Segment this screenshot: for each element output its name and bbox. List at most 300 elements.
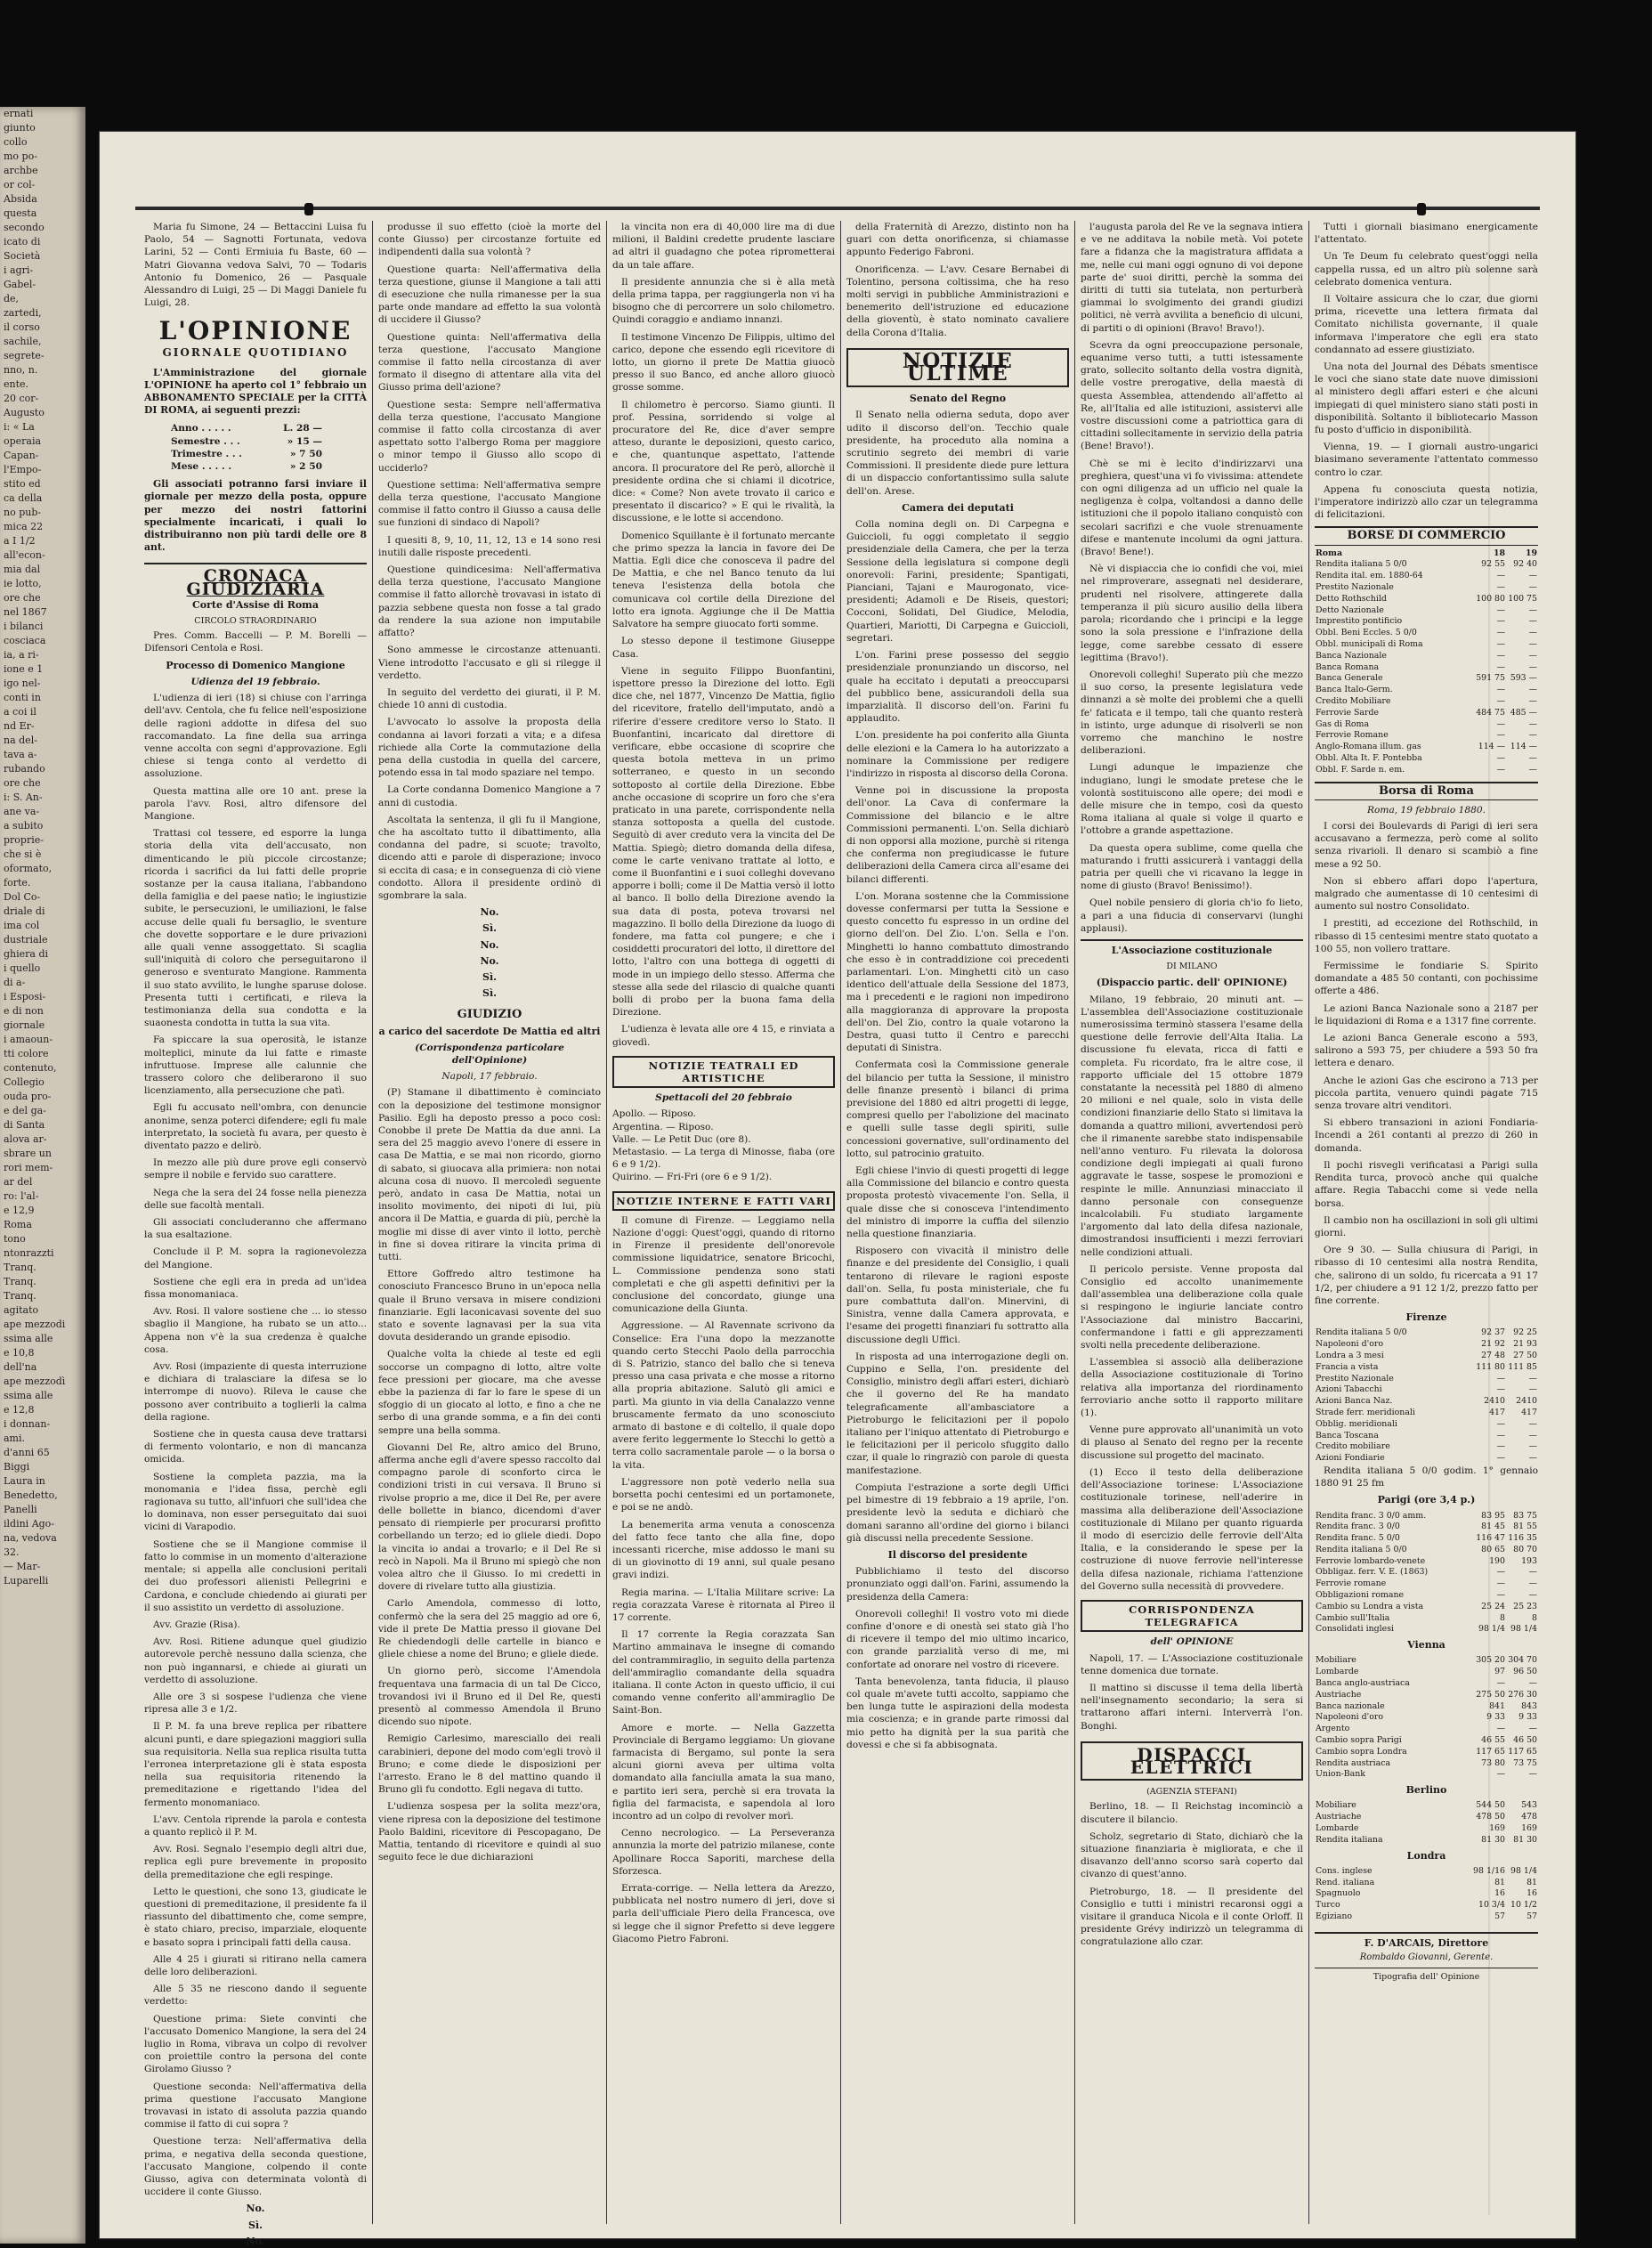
article-paragraph: Il 17 corrente la Regia corazzata San Martino ammainava le insegne di comando del contrammiraglio, in seguito della partenza dell'ammiraglio comandante della squadra italiana. Il conte Acton in questo ufficio, il cui comando venne conferito all'ammiraglio De Saint-Bon. bbox=[612, 1629, 835, 1716]
article-paragraph: Una nota del Journal des Débats smentisce le voci che siano state date nuove dimissioni al ministero degli affari esteri e che alcuni impiegati di quel ministero siano stati posti in disponibilità. Soltanto il bibliotecario Masson fu posto d'ufficio in disponibilità. bbox=[1315, 361, 1538, 436]
prev-page-line: i amaoun- bbox=[4, 1034, 53, 1045]
quote-value: 98 1/4 bbox=[1478, 1624, 1505, 1635]
prev-page-line: na del- bbox=[4, 734, 37, 746]
prev-page-line: i: S. An- bbox=[4, 791, 43, 803]
quote-value: 25 24 bbox=[1481, 1601, 1505, 1611]
security-name: Mobiliare bbox=[1316, 1800, 1356, 1811]
security-name: Francia a vista bbox=[1316, 1361, 1379, 1372]
quote-value: 169 bbox=[1521, 1823, 1537, 1834]
security-name: Austriache bbox=[1316, 1689, 1362, 1700]
prev-page-line: secondo bbox=[4, 222, 45, 233]
jury-answer: No. bbox=[480, 938, 499, 951]
security-name: Azioni Tabacchi bbox=[1316, 1384, 1382, 1395]
table-row bbox=[1315, 696, 1538, 708]
speech-heading: Il discorso del presidente bbox=[887, 1548, 1028, 1561]
quote-value: — bbox=[1528, 753, 1537, 764]
stefani-label: (AGENZIA STEFANI) bbox=[1146, 1787, 1237, 1798]
quote-value: — bbox=[1496, 753, 1505, 764]
masthead bbox=[144, 316, 367, 359]
article-paragraph: I corsi dei Boulevards di Parigi di ieri sera accusavano a fermezza, però come al solito senza rivarioli. Il denaro si scambiò a fine mese a 92 50. bbox=[1315, 821, 1538, 870]
article-paragraph: la vincita non era di 40,000 lire ma di due milioni, il Baldini credette prudente lasciare ad altri il guadagno che potea riprometterai da un tale affare. bbox=[612, 222, 835, 271]
article-paragraph: Ascoltata la sentenza, il gli fu il Mangione, che ha ascoltato tutto il dibattimento, alla condanna del padre, si scuote; travolto, dicendo atti e parole di disperazione; invoco si eccita di casa; e in conseguenza di ciò viene condotto. Allora il presidente ordinò di sgombrare la sala. bbox=[378, 814, 601, 901]
quote-value: 100 80 bbox=[1476, 593, 1505, 604]
table-row bbox=[1315, 1351, 1538, 1362]
prev-page-line: tono bbox=[4, 1233, 26, 1245]
quote-value: 305 20 bbox=[1476, 1655, 1505, 1666]
prev-page-line: i quello bbox=[4, 962, 41, 974]
speech-report bbox=[846, 1565, 1069, 1751]
security-name: Rendita italiana 5 0/0 bbox=[1316, 559, 1407, 570]
quote-value: 92 40 bbox=[1513, 559, 1537, 570]
rome-exchange-report bbox=[1315, 820, 1538, 1307]
table-row bbox=[1315, 673, 1538, 685]
column-4-top bbox=[846, 221, 1069, 339]
article-paragraph: Scholz, segretario di Stato, dichiarò che la situazione finanziaria è migliorata, e che il disavanzo dell'anno scorso sarà coperto dal civanzo di quest'anno. bbox=[1081, 1830, 1303, 1880]
column-container bbox=[139, 221, 1545, 2247]
quote-value: 21 92 bbox=[1481, 1339, 1505, 1350]
article-paragraph: Risposero con vivacità il ministro delle finanze e del presidente del Consiglio, i quali tentarono di rilevare le ragioni esposte dall'on. Sella, fu posta ministeriale, che fu pure combattuta dall'on. Minervini, di Sinistra, venne dalla Camera approvata, e l'esame dei progetti finanziari fu sottratto alla discussione degli Uffici. bbox=[846, 1246, 1069, 1345]
article-paragraph: L'on. Farini prese possesso del seggio presidenziale pronunziando un discorso, nel quale ha eccitato i deputati a preoccuparsi del pubblico bene, assicurandoli della sua imparzialità. Il discorso dell'on. Farini fu applaudito. bbox=[846, 650, 1069, 725]
table-row bbox=[1315, 742, 1538, 753]
prev-page-line: l'Empo- bbox=[4, 464, 42, 475]
prev-page-line: forte. bbox=[4, 877, 31, 889]
article-paragraph: Lo stesso depone il testimone Giuseppe Casa. bbox=[612, 636, 835, 660]
rendita-note: Rendita italiana 5 0/0 godim. 1° gennaio 1880 91 25 fm bbox=[1315, 1465, 1538, 1489]
prev-page-line: giunto bbox=[4, 122, 36, 134]
trial-heading: Processo di Domenico Mangione bbox=[166, 659, 345, 671]
article-paragraph: Napoli, 17. — L'Associazione costituzionale tenne domenica due tornate. bbox=[1081, 1652, 1303, 1676]
circolo-label: CIRCOLO STRAORDINARIO bbox=[194, 616, 317, 627]
security-name: Spagnuolo bbox=[1316, 1888, 1361, 1899]
quote-value: — bbox=[1528, 1590, 1537, 1601]
article-paragraph: Trattasi col tessere, ed esporre la lunga storia della vita dell'accusato, non dimenticando le più piccole circostanze; ricorda i sacrifici da lui fatti delle proprie sostanze per la causa italiana, l'abbandono della famiglia e del paese natìo; le ingiustizie subite, le persecuzioni, le umiliazioni, le false accuse delle quali fu bersaglio, le sventure che dovette sopportare e le dure privazioni alle quali venne assoggettato. Si scaglia sull'iniquità di coloro che perseguitarono il generoso e sventurato Mangione. Rammenta il suo stato avvilito, le lunghe sparuse dolose. Presenta tutti i certificati, e rileva la testimonianza della sua condotta e la suaonesta condotta in tutta la sua vita. bbox=[144, 828, 367, 1029]
prev-page-line: de, bbox=[4, 293, 20, 304]
quote-value: 116 35 bbox=[1508, 1533, 1537, 1544]
article-paragraph: In risposta ad una interrogazione degli on. Cuppino e Sella, l'on. presidente del Consiglio, ministro degli affari esteri, dichiarò che il governo del Re ha mandato telegraficamente all'ambasciatore a Pietroburgo le felicitazioni per il popolo italiano per l'iniquo attentato di Pietroburgo e le felicitazioni per il pericolo sfuggito dallo czar, il quale lo ringraziò con parole di questa manifestazione. bbox=[846, 1351, 1069, 1476]
quote-value: 81 30 bbox=[1481, 1834, 1505, 1845]
theatre-list bbox=[612, 1108, 835, 1183]
table-row bbox=[1315, 662, 1538, 674]
quote-value: — bbox=[1528, 764, 1537, 775]
quote-value: 114 — bbox=[1510, 742, 1537, 752]
quote-value: 97 bbox=[1494, 1667, 1505, 1677]
rome-exchange-heading: Borsa di Roma bbox=[1315, 782, 1538, 800]
security-name: Union-Bank bbox=[1316, 1769, 1365, 1780]
prev-page-line: Tranq. bbox=[4, 1262, 36, 1273]
quote-value: — bbox=[1496, 764, 1505, 775]
masthead-title: L'OPINIONE bbox=[158, 316, 352, 346]
prev-page-line: ernati bbox=[4, 108, 34, 119]
article-paragraph: Sostiene che se il Mangione commise il fatto lo commise in un momento d'alterazione mentale; si appella alle conclusioni peritali dei duo professori alienisti Pellegrini e Cardona, e conclude chiedendo ai giurati per il suo assistito un verdetto di assoluzione. bbox=[144, 1538, 367, 1613]
delivery-notice: Gli associati potranno farsi inviare il giornale per mezzo della posta, oppure per mezzo dei nostri fattorini specialmente incaricati, i quali lo distribuiranno non più tardi delle ore 8 ant. bbox=[144, 478, 367, 554]
giudizio-report bbox=[378, 1086, 601, 1863]
quote-value: 80 70 bbox=[1513, 1544, 1537, 1554]
prev-page-line: Absida bbox=[4, 193, 37, 205]
article-paragraph: Appena fu conosciuta questa notizia, l'imperatore indirizzò allo czar un telegramma di felicitazioni. bbox=[1315, 483, 1538, 521]
table-row bbox=[1315, 1590, 1538, 1602]
theatre-entry: Valle. — Le Petit Duc (ore 8). bbox=[612, 1133, 751, 1145]
chamber-report bbox=[846, 518, 1069, 1545]
quote-value: 276 30 bbox=[1508, 1689, 1537, 1700]
article-paragraph: Questione quarta: Nell'affermativa della terza questione, giunse il Mangione a tali atti di esecuzione che nulla rimanesse per la sua parte onde mandare ad effetto la sua volontà di uccidere il Giusso? bbox=[378, 264, 601, 326]
quote-value: — bbox=[1496, 639, 1505, 650]
price-label: Mese . . . . . bbox=[171, 461, 232, 473]
prev-page-line: ore che bbox=[4, 592, 41, 604]
quote-value: — bbox=[1528, 1769, 1537, 1780]
quote-value: 117 65 bbox=[1476, 1746, 1505, 1757]
theatre-entry: Apollo. — Riposo. bbox=[612, 1108, 696, 1120]
security-name: Mobiliare bbox=[1316, 1655, 1356, 1666]
prev-page-line: ghiera di bbox=[4, 948, 49, 960]
article-paragraph: L'on. presidente ha poi conferito alla Giunta delle elezioni e la Camera lo ha autorizzato a nominare la Commissione per redigere l'indirizzo in risposta al discorso della Corona. bbox=[846, 730, 1069, 779]
article-paragraph: Confermata così la Commissione generale del bilancio per tutta la Sessione, il ministro delle finanze presentò i bilanci di prima previsione del 1880 ed altri progetti di legge, compresi quello per l'abolizione del macinato e quelli sulle tasse degli spiriti, sulle concessioni governative, sull'ordinamento del lotto, sul patrocinio gratuito. bbox=[846, 1059, 1069, 1159]
quote-value: — bbox=[1528, 1567, 1537, 1578]
article-paragraph: Quel nobile pensiero di gloria ch'io fo lieto, a pari a una fiducia di conservarvi (lunghi applausi). bbox=[1081, 897, 1303, 934]
prev-page-line: ane va- bbox=[4, 806, 40, 817]
security-name: Obbl. F. Sarde n. em. bbox=[1316, 764, 1405, 775]
quote-value: 83 75 bbox=[1513, 1510, 1537, 1521]
prev-page-line: ar del bbox=[4, 1176, 33, 1188]
quote-value: — bbox=[1528, 616, 1537, 627]
quote-value: — bbox=[1496, 605, 1505, 615]
quote-value: — bbox=[1528, 685, 1537, 695]
article-paragraph: Sostiene che in questa causa deve trattarsi di fermento volontario, e non di mancanza omicida. bbox=[144, 1429, 367, 1465]
lottery-trial-report bbox=[612, 221, 835, 1049]
day-header: 18 bbox=[1493, 548, 1505, 558]
quote-value: 8 bbox=[1532, 1612, 1537, 1623]
prev-page-line: ie lotto, bbox=[4, 578, 42, 589]
prev-page-line: i bilanci bbox=[4, 621, 44, 632]
table-row bbox=[1315, 765, 1538, 776]
security-name: Banca Italo-Germ. bbox=[1316, 685, 1393, 695]
article-paragraph: L'assemblea si associò alla deliberazione della Associazione costituzionale di Torino relativa alla importanza del riordinamento ferroviario anche sotto il rapporto militare (1). bbox=[1081, 1357, 1303, 1419]
prev-page-line: i Esposi- bbox=[4, 991, 46, 1002]
quote-value: 543 bbox=[1521, 1800, 1537, 1811]
jury-answer: No. bbox=[246, 2235, 265, 2247]
prev-page-line: nno, n. bbox=[4, 364, 38, 376]
table-row bbox=[1315, 651, 1538, 662]
quote-value: — bbox=[1528, 1441, 1537, 1452]
article-paragraph: Pietroburgo, 18. — Il presidente del Consiglio e tutti i ministri recaronsi oggi a visitare il granduca Nicola e il conte Orloff. Il presidente Grévy indirizzò un telegramma di congratulazione allo czar. bbox=[1081, 1886, 1303, 1948]
theatre-entry: Argentina. — Riposo. bbox=[612, 1121, 714, 1132]
internal-news-heading: NOTIZIE INTERNE E FATTI VARI bbox=[612, 1191, 835, 1211]
quote-value: 417 bbox=[1489, 1407, 1505, 1417]
prev-page-line: Capan- bbox=[4, 450, 39, 461]
quote-value: 841 bbox=[1489, 1700, 1505, 1711]
quote-value: — bbox=[1528, 1384, 1537, 1395]
prev-page-line: ca della bbox=[4, 492, 43, 504]
article-paragraph: Questione prima: Siete convinti che l'accusato Domenico Mangione, la sera del 24 luglio in Roma, vibrava un colpo di revolver con proiettile contro la persona del conte Girolamo Giusso ? bbox=[144, 2013, 367, 2075]
table-row bbox=[1315, 1769, 1538, 1781]
printer-credit: Tipografia dell' Opinione bbox=[1315, 1968, 1538, 1984]
internal-news bbox=[612, 1214, 835, 1945]
security-name: Azioni Fondiarie bbox=[1316, 1453, 1385, 1464]
price-label: Semestre . . . bbox=[171, 435, 240, 447]
prev-page-line: e del ga- bbox=[4, 1105, 46, 1116]
prev-page-line: Roma bbox=[4, 1219, 32, 1230]
article-paragraph: Ettore Goffredo altro testimone ha conosciuto Francesco Bruno in un'epoca nella quale il Bruno versava in misere condizioni finanziarie. Egli laconicavasi sovente del suo stato e sovente lagnavasi per la sua vita dovuta desiderando un grande episodio. bbox=[378, 1269, 601, 1343]
quote-value: — bbox=[1496, 1724, 1505, 1734]
table-row bbox=[1315, 1835, 1538, 1846]
quote-value: 98 1/4 bbox=[1510, 1865, 1537, 1876]
table-row bbox=[1315, 1339, 1538, 1351]
article-paragraph: Avv. Rosi (impaziente di questa interruzione e dichiara di tralasciare la difesa se lo interrompe di nuovo). Rileva le cause che possono aver contribuito a toglierli la calma della ragione. bbox=[144, 1361, 367, 1423]
quote-value: 304 70 bbox=[1508, 1655, 1537, 1666]
article-paragraph: Fermissime le fondiarie S. Spirito domandate a 485 50 contanti, con pochissime offerte a 486. bbox=[1315, 961, 1538, 997]
table-row bbox=[1315, 1812, 1538, 1823]
article-paragraph: I prestiti, ad eccezione del Rothschild, in ribasso di 15 centesimi mentre stato quotato a 100 55, non vollero trattare. bbox=[1315, 918, 1538, 954]
quote-value: 484 75 bbox=[1476, 707, 1505, 718]
quote-value: — bbox=[1528, 1724, 1537, 1734]
quote-value: 111 85 bbox=[1508, 1361, 1537, 1372]
prev-page-line: ssima alle bbox=[4, 1390, 53, 1401]
security-name: Imprestito pontificio bbox=[1316, 616, 1403, 627]
jury-answer: No. bbox=[246, 2203, 265, 2215]
table-row bbox=[1315, 1556, 1538, 1568]
prev-page-line: segrete- bbox=[4, 350, 45, 361]
security-name: Rendita franc. 3 0/0 bbox=[1316, 1522, 1400, 1532]
article-paragraph: Giovanni Del Re, altro amico del Bruno, afferma anche egli d'avere spesso raccolto dal compagno parole di sconforto circa le condizioni tristi in cui versava. Il Bruno si rivolse proprio a me, dice il Del Re, per avere delle bollette in bianco, dicendomi d'aver pensato di riempierle per procurarsi profitto corbellando un terzo; ed io gliele diedi. Dopo la vincita io andai a trovarlo; e il Del Re si recò in Napoli. Ma il Bruno mi spiegò che non volea altro che il Giusso. Io mi credetti in dovere di rivelare tutto alla giustizia. bbox=[378, 1441, 601, 1593]
article-paragraph: Il chilometro è percorso. Siamo giunti. Il prof. Pessina, sorridendo si volge al procuratore del Re, dice d'aver sempre atteso, durante le deposizioni, questo carico, e che, quantunque aspettato, l'attende ancora. Il procuratore del Re però, allorchè il presidente ordina che si chiami il dicotrice, dice: « Come? Non avete trovato il carico e presentato il discarico? » E qui le rivalità, la discussione, e le lotte si accendono. bbox=[612, 399, 835, 524]
table-row bbox=[1315, 1712, 1538, 1724]
article-paragraph: Il pochi risvegli verificatasi a Parigi sulla Rendita turca, provocò anche qui qualche affare. Regia Tabacchi come si vede nella borsa. bbox=[1315, 1159, 1538, 1209]
table-row bbox=[1315, 1419, 1538, 1431]
article-paragraph: Questione quindicesima: Nell'affermativa della terza questione, l'accusato Mangione commise il fatto allorchè trovavasi in istato di pazzia sebbene questa non fosse a tal grado da rendere la sua azione non imputabile affatto? bbox=[378, 564, 601, 639]
article-paragraph: L'avv. Centola riprende la parola e contesta a quanto replicò il P. M. bbox=[144, 1814, 367, 1838]
article-paragraph: L'aggressore non potè vederlo nella sua borsetta pochi centesimi ed un portamonete, e poi se ne andò. bbox=[612, 1476, 835, 1514]
quote-value: — bbox=[1496, 1678, 1505, 1689]
article-paragraph: La benemerita arma venuta a conoscenza del fatto fece tanto che alla fine, dopo incessanti ricerche, mise addosso le mani su di un giovinotto di 19 anni, sul quale pesano gravi indizi. bbox=[612, 1519, 835, 1581]
theatre-entry: Metastasio. — La terga di Minosse, fiaba (ore 6 e 9 1/2). bbox=[612, 1147, 835, 1171]
quote-value: — bbox=[1528, 718, 1537, 729]
prev-page-line: all'econ- bbox=[4, 549, 45, 561]
quote-value: 544 50 bbox=[1476, 1800, 1505, 1811]
article-paragraph: Si ebbero transazioni in azioni Fondiaria-Incendi a 261 contanti al prezzo di 260 in domanda. bbox=[1315, 1117, 1538, 1154]
prev-page-line: mo po- bbox=[4, 150, 37, 162]
table-row bbox=[1315, 559, 1538, 571]
theatre-entry: Quirino. — Fri-Fri (ore 6 e 9 1/2). bbox=[612, 1172, 773, 1183]
security-name: Anglo-Romana illum. gas bbox=[1316, 742, 1421, 752]
quote-value: 73 80 bbox=[1481, 1757, 1505, 1768]
quote-value: 81 45 bbox=[1481, 1522, 1505, 1532]
column-6 bbox=[1309, 221, 1543, 2224]
prev-page-line: ami. bbox=[4, 1432, 26, 1444]
article-paragraph: Il testimone Vincenzo De Filippis, ultimo del carico, depone che essendo egli ricevitore di lotto, un giorno il prete De Mattia giuocò presso il suo Banco, ed anche alloro giuocò grosse somme. bbox=[612, 331, 835, 394]
table-row bbox=[1315, 1567, 1538, 1578]
article-paragraph: Il presidente annunzia che si è alla metà della prima tappa, per raggiungerla non vi ha bisogno che di percorrere un solo chilometro. Quindi coraggio e andiamo innanzi. bbox=[612, 276, 835, 326]
article-paragraph: Questione terza: Nell'affermativa della prima, e negativa della seconda questione, l'accusato Mangione, colpendo il conte Giusso, agiva con determinata volontà di uccidere il conte Giusso. bbox=[144, 2136, 367, 2198]
table-row bbox=[1315, 1374, 1538, 1385]
article-paragraph: Il comune di Firenze. — Leggiamo nella Nazione d'oggi: Quest'oggi, quando di ritorno in Firenze il presidente dell'onorevole commissione liquidatrice, senatore Bricochi, L. Commissione pendenza sono stati completati e che gli aspetti definitivi per la conclusione del concordato, giunge una comunicazione della Giunta. bbox=[612, 1214, 835, 1315]
security-name: Obbligaz. ferr. V. E. (1863) bbox=[1316, 1567, 1429, 1578]
column-2 bbox=[373, 221, 607, 2224]
table-row bbox=[1315, 1624, 1538, 1635]
prev-page-line: sachile, bbox=[4, 336, 42, 347]
table-row bbox=[1315, 1408, 1538, 1419]
market-city-label: Roma bbox=[1316, 548, 1343, 558]
article-paragraph: Fa spiccare la sua operosità, le istanze molteplici, minute da lui fatte e rimaste infruttuose. Imprese alle calunnie che trassero coloro che deliberarono il suo licenziamento, alla persecuzione che patì. bbox=[144, 1035, 367, 1097]
article-paragraph: produsse il suo effetto (cioè la morte del conte Giusso) per circostanze fortuite ed indipendenti dalla sua volontà ? bbox=[378, 222, 601, 258]
prev-page-line: mia dal bbox=[4, 564, 41, 575]
quote-value: 10 1/2 bbox=[1510, 1900, 1537, 1911]
masthead-subtitle: GIORNALE QUOTIDIANO bbox=[162, 346, 349, 360]
security-name: Obbligazioni romane bbox=[1316, 1590, 1405, 1601]
article-paragraph: Il mattino si discusse il tema della libertà nell'insegnamento secondario; la sera si trattarono affari interni. Interverrà l'on. Bonghi. bbox=[1081, 1682, 1303, 1732]
quote-value: — bbox=[1496, 1453, 1505, 1464]
article-paragraph: Le azioni Banca Nazionale sono a 2187 per le liquidazioni di Roma e a 1317 fine corrente. bbox=[1315, 1002, 1538, 1027]
quote-value: — bbox=[1528, 1418, 1537, 1429]
prev-page-line: i agri- bbox=[4, 264, 34, 276]
quote-value: 81 30 bbox=[1513, 1834, 1537, 1845]
commerce-exchange-heading: BORSE DI COMMERCIO bbox=[1315, 526, 1538, 545]
quote-value: — bbox=[1496, 650, 1505, 661]
prev-page-line: Collegio bbox=[4, 1076, 45, 1088]
prev-page-line: zartedi, bbox=[4, 307, 42, 319]
article-paragraph: Il Senato nella odierna seduta, dopo aver udito il discorso dell'on. Tecchio quale presidente, ha proceduto alla nomina a scrutinio segreto dei membri di varie Commissioni. Il presidente diede pure lettura di un dispaccio confortantissimo sulla salute dell'on. Arese. bbox=[846, 410, 1069, 497]
article-paragraph: L'udienza sospesa per la solita mezz'ora, viene ripresa con la deposizione del testimone Paolo Baldini, ricevitore di Pescopagano, De Mattia, tentando di ricevitore e quindi al suo seguito fece le due dichiarazioni bbox=[378, 1801, 601, 1863]
prev-page-line: archbe bbox=[4, 165, 38, 176]
table-row bbox=[1315, 628, 1538, 639]
table-row bbox=[1315, 1655, 1538, 1667]
table-header-row bbox=[1315, 548, 1538, 560]
security-name: Azioni Banca Naz. bbox=[1316, 1396, 1393, 1407]
prev-page-line: 32. bbox=[4, 1546, 20, 1558]
quote-value: — bbox=[1528, 639, 1537, 650]
previous-page-edge bbox=[0, 107, 85, 2244]
top-rule bbox=[135, 207, 1540, 210]
security-name: Cambio su Londra a vista bbox=[1316, 1601, 1424, 1611]
quote-value: 193 bbox=[1521, 1555, 1537, 1566]
speech-continued bbox=[1081, 221, 1303, 935]
quote-value: — bbox=[1496, 685, 1505, 695]
quote-value: — bbox=[1496, 1373, 1505, 1384]
security-name: Prestito Nazionale bbox=[1316, 1373, 1394, 1384]
quote-value: 111 80 bbox=[1476, 1361, 1505, 1372]
article-paragraph: Lungi adunque le impazienze che indugiano, lungi le smodate pretese che le volontà sostituiscono alle opere; dei modi e delle misure che in tempo, così da questo Roma italiana al quale si volge il quarto e l'ottobre a grande aspettazione. bbox=[1081, 762, 1303, 837]
quote-value: — bbox=[1496, 1384, 1505, 1395]
jury-questions bbox=[378, 221, 601, 1000]
quote-value: 25 23 bbox=[1513, 1601, 1537, 1611]
security-name: Cambio sull'Italia bbox=[1316, 1612, 1390, 1623]
security-name: Banca anglo-austriaca bbox=[1316, 1678, 1410, 1689]
article-paragraph: Questa mattina alle ore 10 ant. prese la parola l'avv. Rosi, altro difensore del Mangione. bbox=[144, 785, 367, 822]
prev-page-line: — Mar- bbox=[4, 1561, 41, 1572]
article-paragraph: Da questa opera sublime, come quella che maturando i frutti assicurerà i vantaggi della patria per quelli che vi ricavano la legge in nome di giusto (Bravo! Benissimo!). bbox=[1081, 842, 1303, 892]
article-paragraph: Onorevoli colleghi! Superato più che mezzo il suo corso, la presente legislatura vede dinnanzi a sè molte dei problemi che a quelli fe' faticata e il tempo, tali che quanto resterà in istinto, urge adunque di risolverli se non vorremo che manchino le nostre deliberazioni. bbox=[1081, 669, 1303, 757]
prev-page-line: a I 1/2 bbox=[4, 535, 36, 547]
parigi-heading: Parigi (ore 3,4 p.) bbox=[1377, 1494, 1476, 1506]
table-row bbox=[1315, 1878, 1538, 1889]
article-paragraph: Cenno necrologico. — La Perseveranza annunzia la morte del patrizio milanese, conte Apollinare Rocca Saporiti, marchese della Sforzesca. bbox=[612, 1828, 835, 1877]
prev-page-line: Augusto bbox=[4, 407, 45, 418]
firenze-market-table bbox=[1315, 1327, 1538, 1465]
manager-signature: Rombaldo Giovanni, Gerente. bbox=[1359, 1952, 1494, 1963]
prev-page-line: rubando bbox=[4, 763, 45, 775]
quote-value: 46 50 bbox=[1513, 1735, 1537, 1746]
table-row bbox=[1315, 685, 1538, 696]
security-name: Obbl. Alta It. F. Pontebba bbox=[1316, 753, 1422, 764]
jury-answer: Sì. bbox=[482, 970, 497, 983]
giudizio-subheading: a carico del sacerdote De Mattia ed altri bbox=[378, 1025, 601, 1037]
quote-value: — bbox=[1496, 1567, 1505, 1578]
londra-market-table bbox=[1315, 1866, 1538, 1923]
security-name: Credito Mobiliare bbox=[1316, 696, 1391, 707]
jury-answer: Sì. bbox=[482, 987, 497, 1000]
prev-page-line: a coi il bbox=[4, 706, 36, 718]
article-paragraph: (1) Ecco il testo della deliberazione dell'Associazione torinese: L'Associazione costituzionale torinese, nell'aderire in massima alla deliberazione dell'Associazione costituzionale di Milano per quanto riguarda il modo di esercizio delle ferrovie dell'Alta Italia, e la considerando le spese per la costruzione di nuove ferrovie nell'interesse della difesa nazionale, richiama l'attenzione del Governo sulla necessità di provvedere. bbox=[1081, 1466, 1303, 1592]
prev-page-line: alova ar- bbox=[4, 1133, 47, 1145]
price-row bbox=[171, 448, 322, 460]
article-paragraph: Chè se mi è lecito d'indirizzarvi una preghiera, quest'una vi fo vivissima: attendete con ogni diligenza ad un ufficio nel quale la negligenza è colpa, voltandosi a danno delle istituzioni che il popolo italiano conquistò con secolari sacrifizi e che vuole strenuamente difese e mantenute incolumi da ogni jattura. (Bravo! Bene!). bbox=[1081, 458, 1303, 558]
roma-market-table bbox=[1315, 548, 1538, 776]
table-row bbox=[1315, 1735, 1538, 1747]
article-paragraph: Errata-corrige. — Nella lettera da Arezzo, pubblicata nel nostro numero di jeri, dove si parla dell'ufficiale Piero della Francesca, ove si legge che il signor Prefetto si deve leggere Giacomo Pietro Fabroni. bbox=[612, 1882, 835, 1944]
prev-page-line: tava a- bbox=[4, 749, 37, 760]
quote-value: — bbox=[1528, 696, 1537, 707]
berlino-heading: Berlino bbox=[1405, 1784, 1447, 1797]
binding-notch-left bbox=[304, 203, 313, 215]
table-row bbox=[1315, 571, 1538, 582]
table-row bbox=[1315, 1431, 1538, 1442]
article-paragraph: Avv. Grazie (Risa). bbox=[153, 1619, 240, 1630]
security-name: Rendita franc. 5 0/0 bbox=[1316, 1533, 1400, 1544]
article-paragraph: Il pericolo persiste. Venne proposta dal Consiglio ed accolto unanimemente dall'assemblea una deliberazione colla quale si respingono le ingiurie lanciate contro l'Associazione dal ministro Baccarini, confermandone i fatti e gli apprezzamenti svolti nella precedente deliberazione. bbox=[1081, 1263, 1303, 1351]
prev-page-line: collo bbox=[4, 136, 28, 148]
article-paragraph: Sostiene la completa pazzia, ma la monomania e l'idea fissa, perchè egli ragionava su tutto, all'infuori che sull'idea che lo dominava, non esser perseguitato dai suoi vicini di Varapodio. bbox=[144, 1471, 367, 1533]
article-paragraph: L'udienza di ieri (18) si chiuse con l'arringa dell'avv. Centola, che fu felice nell'esposizione delle ragioni addotte in difesa del suo raccomandato. La fine della sua arringa venne accolta con segni d'approvazione. Egli chiese si tenga conto al verdetto di assoluzione. bbox=[144, 693, 367, 780]
prev-page-line: or col- bbox=[4, 179, 36, 191]
article-paragraph: Avv. Rosi. Il valore sostiene che ... io stesso sbaglio il Mangione, ha rubato se un atto... Appena non v'è la sua credenza è qualche cosa. bbox=[144, 1306, 367, 1355]
prev-page-line: Biggi bbox=[4, 1461, 30, 1473]
table-row bbox=[1315, 1866, 1538, 1878]
price-row bbox=[171, 435, 322, 448]
prev-page-line: Tranq. bbox=[4, 1290, 36, 1302]
section-heading-cronaca: CRONACA GIUDIZIARIA bbox=[144, 563, 367, 595]
table-row bbox=[1315, 1758, 1538, 1770]
table-row bbox=[1315, 1396, 1538, 1408]
rome-exchange-date: Roma, 19 febbraio 1880. bbox=[1367, 804, 1486, 816]
quote-value: — bbox=[1528, 628, 1537, 638]
article-paragraph: Onorevoli colleghi! Il vostro voto mi diede confine d'onore e di onestà sei stato già l'ho di ricevere il tempo del mio ultimo incarico, con grande parzialità verso di me, mi confortate ad onorare nel vostro di ricevere. bbox=[846, 1608, 1069, 1670]
quote-value: 73 75 bbox=[1513, 1757, 1537, 1768]
quote-value: 92 25 bbox=[1513, 1327, 1537, 1338]
quote-value: 80 65 bbox=[1481, 1544, 1505, 1554]
security-name: Cambio sopra Londra bbox=[1316, 1746, 1407, 1757]
association-report bbox=[1081, 994, 1303, 1593]
quote-value: 117 65 bbox=[1508, 1746, 1537, 1757]
prev-page-line: che si è bbox=[4, 848, 42, 860]
price-row bbox=[171, 460, 322, 473]
article-paragraph: Scevra da ogni preoccupazione personale, equanime verso tutti, a tutti istessamente grato, sollecito soltanto della vostra dignità, delle vostre prerogative, della maestà di questa Assemblea, attendendo all'affetto al Re, all'Italia ed alle istituzioni, assistervi alle vostre discussioni come a patriottica gara di cittadini sollecitamente in servizio della patria (Bene! Bravo!). bbox=[1081, 339, 1303, 452]
prev-page-line: di a- bbox=[4, 977, 26, 988]
article-paragraph: Il cambio non ha oscillazioni in soli gli ultimi giorni. bbox=[1315, 1214, 1538, 1238]
prev-page-line: a subito bbox=[4, 820, 44, 832]
security-name: Lombarde bbox=[1316, 1667, 1359, 1677]
quote-value: 478 50 bbox=[1476, 1812, 1505, 1822]
security-name: Rendita italiana 5 0/0 bbox=[1316, 1327, 1407, 1338]
article-paragraph: Questione sesta: Sempre nell'affermativa della terza questione, l'accusato Mangione commise il fatto colla circostanza di aver aspettato sotto l'albergo Roma per maggiore o minor tempo il Giusso allo scopo di ucciderlo? bbox=[378, 399, 601, 474]
prev-page-line: e 10,8 bbox=[4, 1347, 35, 1359]
prev-page-line: Panelli bbox=[4, 1504, 37, 1515]
table-row bbox=[1315, 1362, 1538, 1374]
article-paragraph: Berlino, 18. — Il Reichstag incominciò a discutere il bilancio. bbox=[1081, 1801, 1303, 1825]
correspondence-label: (Corrispondenza particolare dell'Opinione) bbox=[415, 1042, 564, 1066]
prev-page-line: agitato bbox=[4, 1304, 39, 1316]
prev-page-line: ima col bbox=[4, 920, 40, 931]
article-paragraph: l'augusta parola del Re ve la segnava intiera e ve ne additava la nobile metà. Voi potete fare a fidanza che la magistratura affidata a me, nelle cui mani oggi ognuno di voi depone parte de' suoi diritti, perchè la somma dei diritti di tutti sia tutelata, non perturberà giammai lo svolgimento dei grandi giudizi politici, nè verrà avvilita a beneficio di ulcuni, di partiti o di opinioni (Bravo! Bravo!). bbox=[1081, 222, 1303, 334]
quote-value: — bbox=[1496, 1430, 1505, 1441]
quote-value: 591 75 bbox=[1476, 673, 1505, 684]
